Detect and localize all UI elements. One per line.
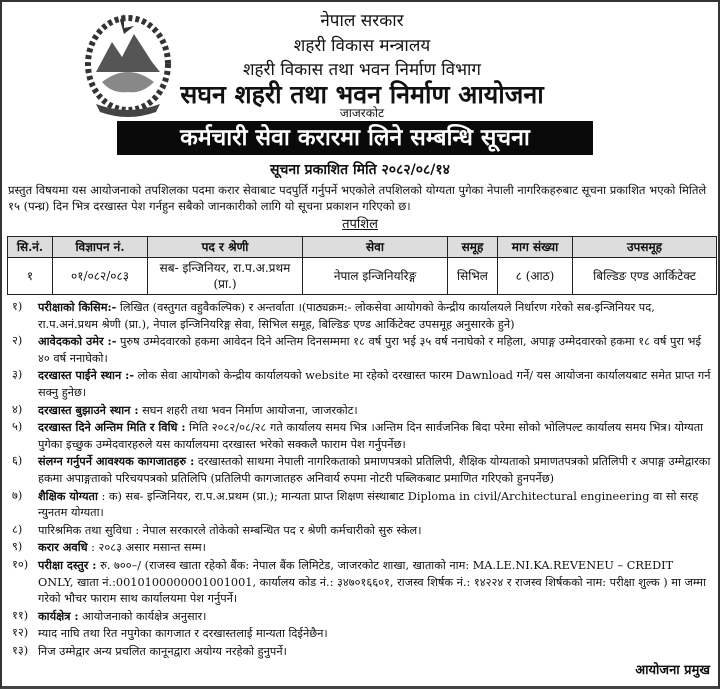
col-header: विज्ञापन नं. — [53, 237, 148, 258]
item-label: दरखास्त दिने अन्तिम मिति र विधि : — [38, 420, 186, 435]
list-item — [8, 539, 712, 557]
list-item — [8, 333, 712, 367]
item-number: १३) — [12, 643, 29, 657]
list-item — [8, 453, 712, 487]
vacancy-table — [7, 236, 717, 295]
item-number: ७) — [12, 488, 23, 502]
list-item — [8, 625, 712, 643]
table-header-row — [8, 237, 717, 258]
item-label: कार्यक्षेत्र : — [38, 608, 79, 623]
item-label: संलग्न गर्नुपर्ने आवश्यक कागजातहरु : — [38, 454, 195, 469]
department-name: शहरी विकास तथा भवन निर्माण विभाग — [242, 60, 482, 80]
list-item — [8, 419, 712, 453]
item-text — [38, 643, 712, 661]
item-body: लिखित (वस्तुगत वहुवैकल्पिक) र अन्तर्वाता ।(पाठ्यक्रम:- लोकसेवा आयोगको केन्द्रीय कार्यालयले निर्धारण गरेको सब-इन्जिनियर पद, रा.प.अनं.प्रथम श्रेणी (प्रा.), नेपाल इन्जिनियरिङ्ग सेवा, सिभिल समूह, बिल्डिङ एण्ड आर्किटेक्ट उपसमूह अनुसारके हुने) — [38, 301, 655, 331]
item-label: शैक्षिक योग्यता — [38, 488, 98, 503]
col-header: सि.नं. — [8, 237, 53, 258]
table-cell: बिल्डिङ एण्ड आर्किटेक्ट — [573, 258, 717, 295]
item-number: १०) — [12, 557, 29, 571]
item-text — [38, 625, 712, 643]
item-label: दरखास्त बुझाउने स्थान : — [38, 402, 139, 417]
table-cell: ८ (आठ) — [498, 258, 573, 295]
item-number: १) — [12, 300, 23, 313]
item-label: परीक्षा दस्तुर : — [38, 557, 97, 572]
item-label: परीक्षाको किसिम:- — [38, 300, 117, 314]
publish-date: सूचना प्रकाशित मिति २०८२/०८/१४ — [270, 162, 450, 178]
list-item — [8, 402, 712, 420]
item-body: लोक सेवा आयोगको केन्द्रीय कार्यालयको website मा रहेको दरखास्त फारम Dawnload गर्ने/ यस आयोजना कार्यालयबाट समेत प्राप्त गर्न सक्नु हुनेछ। — [38, 369, 711, 399]
list-item — [8, 643, 712, 661]
conditions-list — [7, 299, 713, 660]
item-body: दरखास्तको साथमा नेपाली नागरिकताको प्रमाणपत्रको प्रतिलिपी, शैक्षिक योग्यताको प्रमाणतपत्रको प्रतिलिपी र अपाङ्ग उम्मेद्वारका हकमा अपाङ्गताको परिचयपत्रको प्रतिलिपि (प्रतिलिपी कागजातहरु अनिवार्य रुपमा नोटरी पब्लिकबाट प्रमाणित गरिएको हुनपर्नेछ) — [38, 455, 711, 485]
notice-body — [2, 160, 718, 680]
table-cell: सिभिल — [448, 258, 498, 295]
signature-title: आयोजना प्रमुख — [635, 663, 710, 679]
item-body: रु. ७००–/ (राजस्व खाता रहेको बैंक: नेपाल बैंक लिमिटेड, जाजरकोट शाखा, खाताको नाम: MA.LE.NI.KA.REVENEU – CREDIT ONLY, खाता नं.:0010100000001001001, कार्यालय कोड नं.: ३४७०१६६०१, राजस्व शिर्षक नं.: १४२२४ र राजस्व शिर्षकको नाम: परीक्षा शुल्क ) मा जम्मा गरेको भौचर फाराम साथ कार्यालयमा पेश गर्नुपर्ने। — [38, 558, 706, 606]
item-number: ११) — [12, 608, 29, 622]
col-header: पद र श्रेणी — [148, 237, 303, 258]
item-body: पारिश्रमिक तथा सुविधा : नेपाल सरकारले तोकेको सम्बन्धित पद र श्रेणी कर्मचारीको सुरु स्केल। — [38, 523, 422, 537]
list-item — [8, 367, 712, 401]
item-body: : २०८३ असार मसान्त सम्म। — [87, 541, 206, 555]
office-name: सघन शहरी तथा भवन निर्माण आयोजना — [180, 80, 544, 109]
letterhead — [2, 2, 718, 158]
item-body: निज उम्मेद्वार अन्य प्रचलित कानूनद्वारा अयोग्य नरहेको हुनुपर्ने। — [38, 644, 287, 658]
col-header: समूह — [448, 237, 498, 258]
ministry-name: शहरी विकास मन्त्रालय — [293, 36, 431, 56]
list-item — [8, 488, 712, 522]
table-cell: सब- इन्जिनियर, रा.प.अ.प्रथम (प्रा.) — [148, 258, 303, 295]
col-header: उपसमूह — [573, 237, 717, 258]
col-header: सेवा — [303, 237, 448, 258]
item-text — [38, 453, 712, 487]
intro-paragraph: प्रस्तुत विषयमा यस आयोजनाको तपशिलका पदमा करार सेवाबाट पदपुर्ति गर्नुपर्ने भएकोले तपशिलको योग्यता पुगेका नेपाली नागरिकहरुबाट सूचना प्रकाशित भएको मितिले १५ (पन्ध्र) दिन भित्र दरखास्त पेश गर्नहुन सबैको जानकारीको लागि यो सूचना प्रकाशन गरिएको छ। — [8, 183, 707, 213]
item-number: ९) — [12, 540, 23, 554]
office-location: जाजरकोट — [339, 106, 385, 120]
item-body: : क) सब- इन्जिनियर, रा.प.अ.प्रथम (प्रा.); मान्यता प्राप्त शिक्षण संस्थाबाट Diploma in civil/Architectural engineering वा सो सरह न्युनतम योग्यता। — [38, 489, 699, 520]
item-text — [38, 402, 712, 420]
table-cell: १ — [8, 258, 53, 295]
item-text — [38, 299, 712, 333]
list-item — [8, 557, 712, 608]
table-title: तपशिल — [342, 217, 378, 232]
table-cell: ०१/०८२/०८३ — [53, 258, 148, 295]
item-body: आयोजनाको कार्यक्षेत्र अनुसार। — [78, 609, 207, 623]
item-number: ६) — [12, 454, 23, 468]
item-text — [38, 488, 712, 522]
item-number: ८) — [12, 522, 23, 536]
notice-title-banner: कर्मचारी सेवा करारमा लिने सम्बन्धि सूचना — [117, 121, 593, 155]
item-number: ५) — [12, 420, 23, 434]
item-number: ३) — [12, 368, 23, 382]
item-text — [38, 367, 712, 401]
item-number: १२) — [12, 626, 29, 640]
item-body: मिति २०८२/०८/२८ गते कार्यालय समय भित्र ।अन्तिम दिन सार्वजनिक बिदा परेमा सोको भोलिपल्ट कार्यालय समय भित्र। योग्यता पुगेका इच्छुक उम्मेदवारहरुले यस कार्यालयमा दरखास्त भरेको सक्कलै फाराम पेश गर्नुपर्नेछ। — [38, 421, 704, 451]
list-item — [8, 608, 712, 626]
col-header: माग संख्या — [498, 237, 573, 258]
item-label: करार अवधि — [38, 540, 88, 555]
item-text — [38, 419, 712, 453]
item-body: सघन शहरी तथा भवन निर्माण आयोजना, जाजरकोट। — [138, 403, 358, 417]
item-text — [38, 333, 712, 367]
item-text — [38, 539, 712, 557]
item-body: म्याद नाघि तथा रित नपुगेका कागजात र दरखास्तलाई मान्यता दिईनेछैन। — [38, 627, 328, 641]
table-row — [8, 258, 717, 295]
item-label: दरखास्त पाईने स्थान :- — [38, 368, 135, 383]
item-text — [38, 557, 712, 608]
government-name: नेपाल सरकार — [320, 11, 404, 31]
item-number: २) — [12, 334, 23, 348]
item-text — [38, 608, 712, 626]
item-text — [38, 522, 712, 540]
item-number: ४) — [12, 402, 23, 416]
item-label: आवेदकको उमेर :- — [38, 334, 117, 349]
list-item — [8, 299, 712, 333]
list-item — [8, 522, 712, 540]
table-cell: नेपाल इन्जिनियरिङ्ग — [303, 258, 448, 295]
item-body: पुरुष उम्मेदवारको हकमा आवेदन दिने अन्तिम दिनसम्ममा १८ वर्ष पुरा भई ३५ वर्ष ननाघेको र महिला, अपाङ्ग उम्मेदवारको हकमा १८ वर्ष पुरा भई ४० वर्ष ननाघेको। — [38, 335, 702, 365]
